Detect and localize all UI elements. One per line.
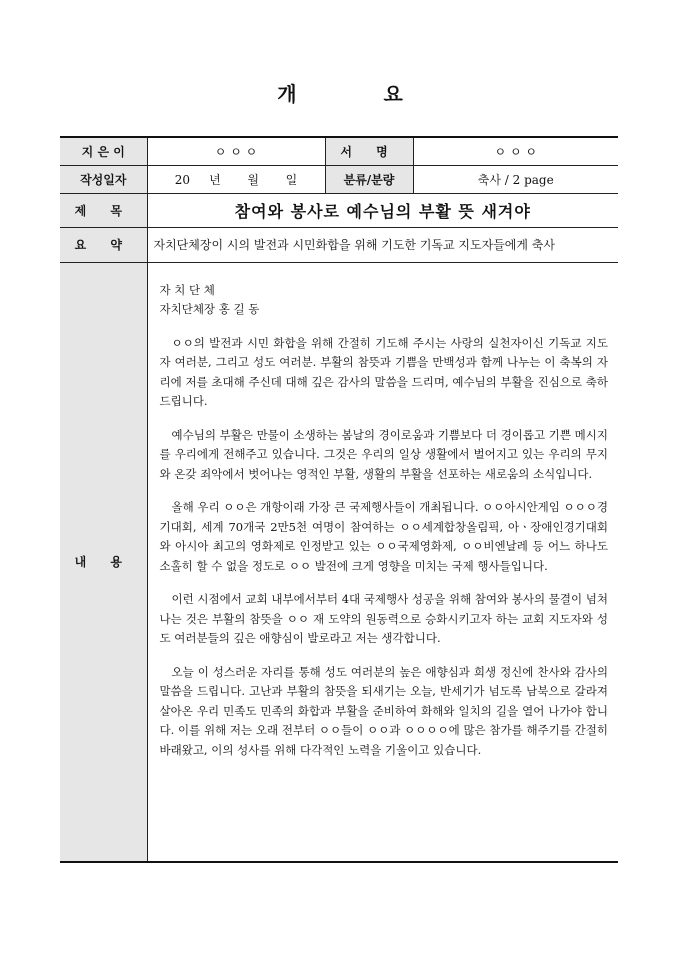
summary-label-text: 요 약 [74,238,132,252]
content-body [147,262,618,862]
date-year: 20 [174,172,190,187]
book-title-label [325,137,413,165]
author-label: 지 은 이 [60,137,147,165]
date-label: 작성일자 [60,165,147,193]
author-value: ㅇ ㅇ ㅇ [147,137,325,165]
date-value [147,165,325,193]
subject-label-text: 제 목 [74,203,132,218]
paragraph-4: 이런 시점에서 교회 내부에서부터 4대 국제행사 성공을 위해 참여와 봉사의 물결이 넘쳐나는 것은 부활의 참뜻을 ㅇㅇ 재 도약의 원동력으로 승화시키고자 하는 교회 지도자와 성도 여러분들의 깊은 애향심이 발로라고 저는 생각합니다. [159,592,608,645]
speaker-line-2: 자치단체장 홍 길 동 [159,302,260,316]
paragraph-5: 오늘 이 성스러운 자리를 통해 성도 여러분의 높은 애향심과 희생 정신에 찬사와 감사의 말씀을 드립니다. 고난과 부활의 참뜻을 되새기는 오늘, 반세기가 넘도록 남북으로 갈라져 살아온 우리 민족도 민족의 화합과 부활을 준비하여 화해와 일치의 길을 열어 나가야 합니다. 이를 위해 저는 오래 전부터 ㅇㅇ들이 ㅇㅇ과 ㅇㅇㅇㅇ에 많은 참가를 해주기를 간절히 바래왔고, 이의 성사를 위해 다각적인 노력을 기울이고 있습니다. [159,664,608,757]
subject-value: 참여와 봉사로 예수님의 부활 뜻 새겨야 [147,193,618,227]
page-title: 개 요 [277,82,443,106]
category-label: 분류/분량 [325,165,413,193]
date-year-unit: 년 [209,172,221,187]
date-row [60,165,618,193]
content-row [60,262,618,862]
subject-row [60,193,618,227]
summary-label [60,227,147,262]
author-row [60,137,618,165]
paragraph-3: 올해 우리 ㅇㅇ은 개항이래 가장 큰 국제행사들이 개최됩니다. ㅇㅇ아시안게임 ㅇㅇㅇ경기대회, 세계 70개국 2만5천 여명이 참여하는 ㅇㅇ세계합창올림픽, 아ㆍ장애인경기대회와 아시아 최고의 영화제로 인정받고 있는 ㅇㅇ국제영화제, ㅇㅇ비엔날레 등 어느 하나도 소홀히 할 수 없을 정도로 ㅇㅇ 발전에 크게 영향을 미치는 국제 행사들입니다. [159,500,608,573]
category-value: 축사 / 2 page [413,165,618,193]
content-label [60,262,147,862]
paragraph-1: ㅇㅇ의 발전과 시민 화합을 위해 간절히 기도해 주시는 사랑의 실천자이신 기독교 지도자 여러분, 그리고 성도 여러분. 부활의 참뜻과 기쁨을 만백성과 함께 나누는 이 축복의 자리에 저를 초대해 주신데 대해 깊은 감사의 말씀을 드리며, 예수님의 부활을 진심으로 축하드립니다. [159,335,608,408]
book-title-value: ㅇ ㅇ ㅇ [413,137,618,165]
paragraph-2: 예수님의 부활은 만물이 소생하는 봄날의 경이로움과 기쁨보다 더 경이롭고 기쁜 메시지를 우리에게 전해주고 있습니다. 그것은 우리의 일상 생활에서 벌어지고 있는 우리의 무지와 온갖 죄악에서 벗어나는 영적인 부활, 생활의 부활을 선포하는 새로움의 소식입니다. [159,427,608,481]
date-month-unit: 월 [247,172,259,187]
date-day-unit: 일 [285,172,298,187]
speaker-line-1: 자 치 단 체 [159,282,215,297]
summary-value: 자치단체장이 시의 발전과 시민화합을 위해 기도한 기독교 지도자들에게 축사 [147,227,618,262]
summary-row [60,227,618,262]
summary-form-table [60,136,618,863]
subject-label [60,193,147,227]
book-title-label-text: 서 명 [340,144,398,159]
content-label-text: 내 용 [74,555,132,570]
